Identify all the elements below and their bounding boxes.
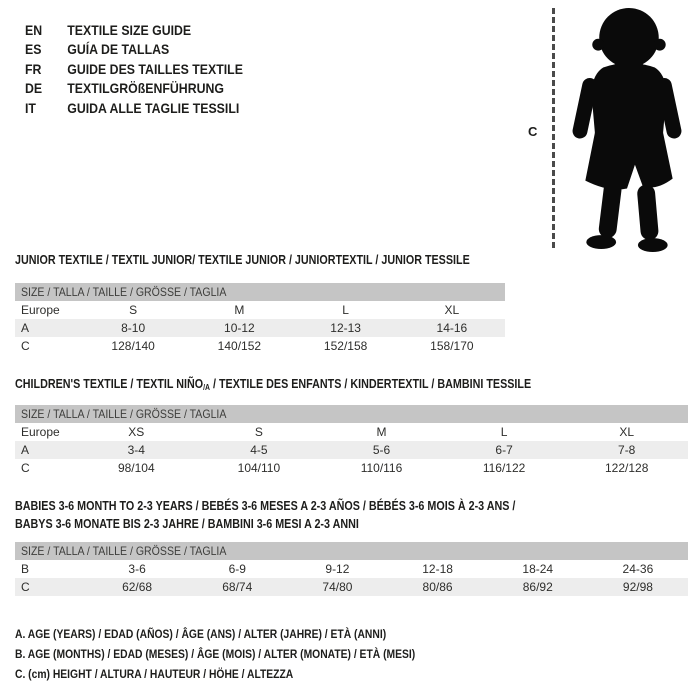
babies-section-title-line2: BABYS 3-6 MONATE BIS 2-3 JAHRE / BAMBINI 3-6 MESI A 2-3 ANNI bbox=[15, 517, 359, 531]
age-cell: 4-5 bbox=[250, 443, 268, 457]
age-cell: 24-36 bbox=[622, 562, 654, 576]
note-age-months: B. AGE (MONTHS) / EDAD (MESES) / ÂGE (MOIS) / ALTER (MONATE) / ETÀ (MESI) bbox=[15, 647, 416, 661]
height-cell: 80/86 bbox=[422, 580, 453, 594]
row-label: A bbox=[21, 443, 30, 457]
language-list bbox=[25, 21, 243, 118]
size-cell: XL bbox=[619, 425, 635, 439]
age-cell: 12-18 bbox=[422, 562, 453, 576]
table-row-europe bbox=[15, 301, 505, 319]
age-cell: 9-12 bbox=[325, 562, 350, 576]
row-label: A bbox=[21, 321, 30, 335]
table-row-europe bbox=[15, 423, 688, 441]
height-cell: 62/68 bbox=[122, 580, 153, 594]
table-row-age-years bbox=[15, 319, 505, 337]
size-cell: L bbox=[500, 425, 508, 439]
size-header-label: SIZE / TALLA / TAILLE / GRÖSSE / TAGLIA bbox=[21, 544, 227, 558]
language-code: EN bbox=[25, 22, 43, 38]
age-cell: 6-9 bbox=[228, 562, 246, 576]
size-header-label: SIZE / TALLA / TAILLE / GRÖSSE / TAGLIA bbox=[21, 285, 227, 299]
age-cell: 8-10 bbox=[121, 321, 146, 335]
height-cell: 92/98 bbox=[622, 580, 653, 594]
language-label: GUIDA ALLE TAGLIE TESSILI bbox=[67, 99, 240, 116]
language-code: DE bbox=[25, 80, 43, 97]
age-cell: 3-6 bbox=[128, 562, 146, 576]
children-title-subscript: /A bbox=[203, 383, 210, 392]
language-code: ES bbox=[25, 41, 42, 58]
size-cell: XL bbox=[444, 303, 460, 317]
size-header-bar bbox=[15, 542, 688, 560]
children-section-title bbox=[15, 377, 531, 392]
legend-notes bbox=[15, 624, 415, 684]
table-row-age-years bbox=[15, 441, 688, 459]
language-label: TEXTILE SIZE GUIDE bbox=[67, 22, 192, 38]
height-cell: 128/140 bbox=[111, 339, 155, 353]
height-cell: 158/170 bbox=[430, 339, 474, 353]
toddler-silhouette-icon bbox=[556, 4, 698, 252]
language-code: FR bbox=[25, 60, 42, 77]
junior-size-table bbox=[15, 283, 505, 355]
age-cell: 18-24 bbox=[522, 562, 554, 576]
age-cell: 6-7 bbox=[495, 443, 513, 457]
row-label: B bbox=[21, 562, 30, 576]
junior-section-title: JUNIOR TEXTILE / TEXTIL JUNIOR/ TEXTILE JUNIOR / JUNIORTEXTIL / JUNIOR TESSILE bbox=[15, 253, 470, 267]
language-label: GUÍA DE TALLAS bbox=[67, 41, 170, 58]
children-title-text: / TEXTILE DES ENFANTS / KINDERTEXTIL / BAMBINI TESSILE bbox=[209, 377, 532, 391]
table-row-age-months bbox=[15, 560, 688, 578]
age-cell: 5-6 bbox=[372, 443, 391, 457]
language-code: IT bbox=[25, 99, 36, 116]
size-cell: S bbox=[129, 303, 138, 317]
age-cell: 3-4 bbox=[127, 443, 145, 457]
row-label: C bbox=[21, 339, 30, 353]
table-row-height-cm bbox=[15, 459, 688, 477]
height-marker-line bbox=[552, 8, 555, 248]
language-label: GUIDE DES TAILLES TEXTILE bbox=[67, 60, 243, 77]
note-height-cm: C. (cm) HEIGHT / ALTURA / HAUTEUR / HÖHE / ALTEZZA bbox=[15, 667, 294, 681]
age-cell: 14-16 bbox=[436, 321, 468, 335]
babies-section-title-line1: BABIES 3-6 MONTH TO 2-3 YEARS / BEBÉS 3-6 MESES A 2-3 AÑOS / BÉBÉS 3-6 MOIS À 2-3 ANS / bbox=[15, 499, 516, 513]
height-cell: 98/104 bbox=[117, 461, 155, 475]
table-row-height-cm bbox=[15, 337, 505, 355]
note-age-years: A. AGE (YEARS) / EDAD (AÑOS) / ÂGE (ANS) / ALTER (JAHRE) / ETÀ (ANNI) bbox=[15, 627, 387, 641]
age-cell: 7-8 bbox=[618, 443, 636, 457]
children-title-text: CHILDREN'S TEXTILE / TEXTIL NIÑO bbox=[15, 377, 204, 391]
size-header-bar bbox=[15, 283, 505, 301]
height-cell: 86/92 bbox=[522, 580, 553, 594]
height-cell: 140/152 bbox=[217, 339, 262, 353]
size-cell: S bbox=[254, 425, 263, 439]
size-cell: M bbox=[234, 303, 245, 317]
height-cell: 122/128 bbox=[604, 461, 649, 475]
language-row-de bbox=[25, 79, 243, 98]
size-cell: XS bbox=[128, 425, 145, 439]
height-cell: 110/116 bbox=[360, 461, 403, 475]
size-header-label: SIZE / TALLA / TAILLE / GRÖSSE / TAGLIA bbox=[21, 407, 227, 421]
age-cell: 10-12 bbox=[224, 321, 255, 335]
height-cell: 104/110 bbox=[237, 461, 281, 475]
height-marker-label: C bbox=[528, 124, 538, 139]
row-label: Europe bbox=[21, 303, 60, 317]
height-cell: 116/122 bbox=[482, 461, 526, 475]
language-row-es bbox=[25, 40, 243, 59]
size-cell: M bbox=[376, 425, 387, 439]
table-row-height-cm bbox=[15, 578, 688, 596]
size-cell: L bbox=[342, 303, 349, 317]
size-header-bar bbox=[15, 405, 688, 423]
language-row-fr bbox=[25, 60, 243, 79]
height-cell: 74/80 bbox=[322, 580, 353, 594]
height-cell: 68/74 bbox=[222, 580, 253, 594]
height-cell: 152/158 bbox=[323, 339, 368, 353]
row-label: Europe bbox=[21, 425, 60, 439]
language-row-en bbox=[25, 21, 243, 40]
babies-size-table bbox=[15, 542, 688, 596]
age-cell: 12-13 bbox=[330, 321, 361, 335]
row-label: C bbox=[21, 580, 30, 594]
language-row-it bbox=[25, 99, 243, 118]
children-size-table bbox=[15, 405, 688, 477]
row-label: C bbox=[21, 461, 30, 475]
language-label: TEXTILGRÖßENFÜHRUNG bbox=[67, 80, 224, 97]
